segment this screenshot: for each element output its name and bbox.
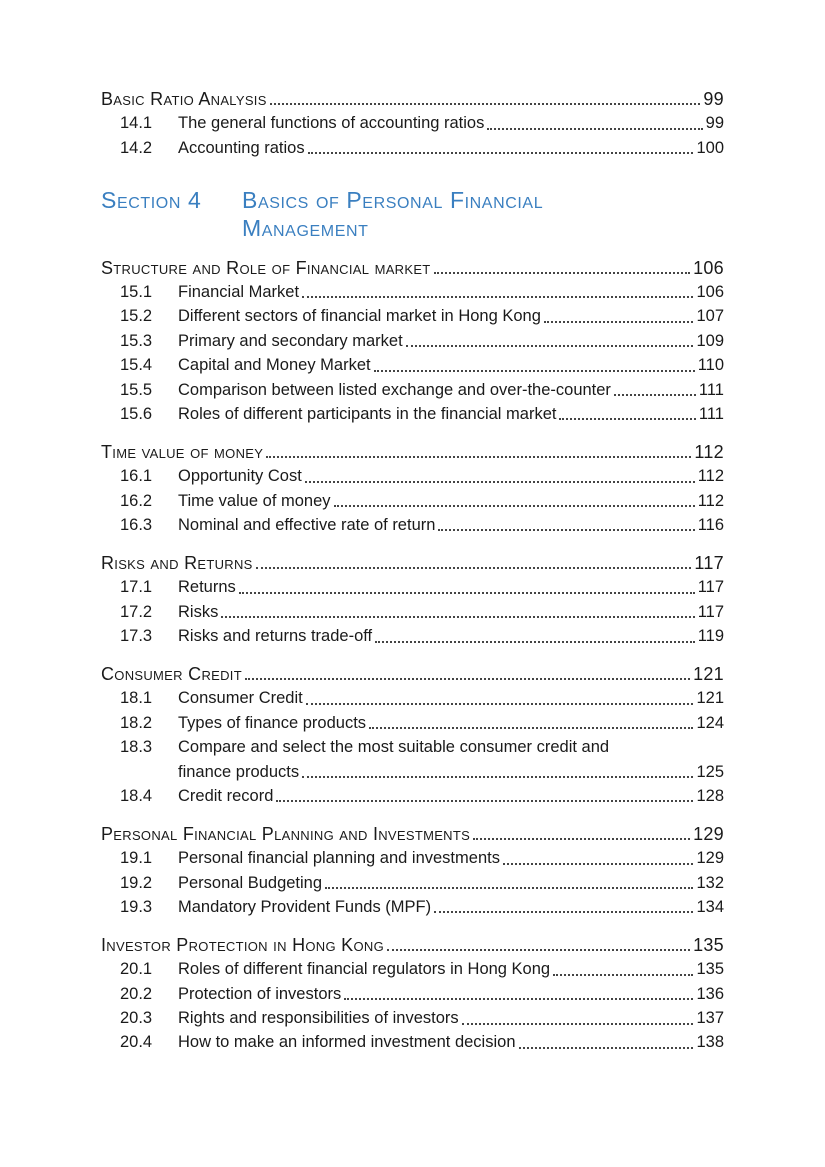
item-title[interactable]: Personal financial planning and investments (178, 849, 500, 868)
dot-leader (614, 394, 696, 396)
dot-leader (387, 949, 690, 951)
page-number: 121 (696, 689, 724, 708)
dot-leader (374, 370, 695, 372)
toc-item[interactable] (101, 895, 724, 919)
page-number: 106 (693, 257, 724, 278)
chapter-title[interactable]: Personal Financial Planning and Investments (101, 823, 471, 844)
toc-item[interactable] (101, 378, 724, 402)
dot-leader (305, 481, 695, 483)
item-number: 16.3 (120, 516, 153, 535)
page-number: 132 (696, 873, 724, 892)
item-title[interactable]: Capital and Money Market (178, 356, 371, 375)
toc-item[interactable] (101, 304, 724, 328)
page-number: 116 (697, 516, 724, 535)
item-title[interactable]: Returns (178, 578, 236, 597)
dot-leader (276, 800, 693, 802)
section-number: Section 4 (101, 187, 202, 214)
dot-leader (553, 974, 693, 976)
dot-leader (375, 641, 695, 643)
page-number: 125 (696, 762, 724, 781)
toc-item[interactable] (101, 957, 724, 981)
section-title: Basics of Personal Financial (242, 187, 544, 214)
toc-item[interactable] (101, 686, 724, 710)
dot-leader (406, 345, 694, 347)
dot-leader (544, 321, 694, 323)
dot-leader (503, 863, 694, 865)
item-title[interactable]: Nominal and effective rate of return (178, 516, 436, 535)
toc-item[interactable] (101, 353, 724, 377)
toc-item[interactable] (101, 711, 724, 735)
toc-item[interactable] (101, 1031, 724, 1055)
dot-leader (344, 998, 693, 1000)
dot-leader (473, 838, 690, 840)
item-number: 15.6 (120, 405, 153, 423)
page-number: 99 (705, 114, 724, 133)
item-title[interactable]: Comparison between listed exchange and over-the-counter (178, 380, 611, 399)
item-number: 15.3 (120, 331, 153, 350)
dot-leader (462, 1023, 694, 1025)
item-title[interactable]: Compare and select the most suitable consumer credit and (178, 738, 610, 757)
dot-leader (438, 529, 694, 531)
toc-item[interactable] (101, 871, 724, 895)
toc-item[interactable] (101, 280, 724, 304)
item-title[interactable]: The general functions of accounting ratios (178, 114, 485, 133)
page-number: 137 (696, 1009, 724, 1028)
dot-leader (308, 152, 694, 154)
dot-leader (519, 1047, 694, 1049)
page-number: 135 (693, 934, 724, 955)
dot-leader (325, 887, 693, 889)
section-title-block (242, 186, 543, 242)
item-number: 15.4 (120, 356, 153, 375)
toc-item[interactable] (101, 136, 724, 160)
toc-item[interactable] (101, 1006, 724, 1030)
item-title[interactable]: Mandatory Provident Funds (MPF) (178, 898, 432, 917)
toc-item[interactable] (101, 624, 724, 648)
toc-item[interactable] (101, 784, 724, 808)
page-number: 99 (703, 88, 724, 109)
dot-leader (266, 456, 691, 458)
item-title[interactable]: Different sectors of financial market in Hong Kong (178, 307, 541, 326)
page-number: 134 (696, 898, 724, 917)
dot-leader (239, 592, 695, 594)
page-number: 112 (697, 491, 724, 510)
toc-item[interactable] (101, 329, 724, 353)
item-title[interactable]: Personal Budgeting (178, 873, 323, 892)
toc-item[interactable] (101, 513, 724, 537)
dot-leader (334, 505, 695, 507)
item-number: 15.5 (120, 380, 153, 399)
dot-leader (256, 567, 692, 569)
page-number: 117 (694, 552, 724, 573)
page-number: 112 (694, 441, 724, 462)
toc-item[interactable] (101, 111, 724, 135)
item-title[interactable]: Protection of investors (178, 984, 342, 1003)
toc-item[interactable] (101, 982, 724, 1006)
item-number: 17.2 (120, 602, 153, 621)
toc-item[interactable] (101, 402, 724, 426)
chapter-entry[interactable] (101, 87, 724, 111)
chapter-entry[interactable] (101, 440, 724, 464)
item-title[interactable]: Types of finance products (178, 713, 367, 732)
item-title[interactable]: Opportunity Cost (178, 467, 302, 486)
item-number: 18.2 (120, 713, 153, 732)
item-number: 19.2 (120, 873, 153, 892)
dot-leader (270, 103, 701, 105)
dot-leader (434, 272, 691, 274)
chapter-title[interactable]: Structure and Role of Financial market (101, 257, 431, 278)
dot-leader (369, 727, 693, 729)
toc-item[interactable] (101, 735, 724, 759)
page-number: 121 (693, 664, 724, 685)
item-title[interactable]: How to make an informed investment decision (178, 1033, 516, 1052)
page-number: 100 (696, 138, 724, 157)
item-number: 15.1 (120, 283, 153, 302)
page-number: 111 (698, 380, 724, 399)
item-title[interactable]: Consumer Credit (178, 689, 303, 708)
page-number: 124 (696, 713, 724, 732)
item-title[interactable]: Time value of money (178, 491, 331, 510)
page-number: 128 (696, 786, 724, 805)
toc-item[interactable] (101, 575, 724, 599)
page-number: 136 (696, 984, 724, 1003)
item-number: 14.2 (120, 138, 153, 157)
page-number: 117 (697, 578, 724, 597)
item-number: 20.1 (120, 960, 153, 979)
item-number: 20.3 (120, 1009, 153, 1028)
page-number: 138 (696, 1033, 724, 1052)
page-number: 117 (697, 602, 724, 621)
item-number: 18.4 (120, 786, 153, 805)
dot-leader (487, 128, 702, 130)
page-number: 109 (696, 331, 724, 350)
section-heading (101, 186, 724, 242)
item-title-line2[interactable]: finance products (178, 762, 300, 781)
item-title[interactable]: Accounting ratios (178, 138, 305, 157)
page-number: 119 (697, 627, 724, 646)
item-title[interactable]: Risks (178, 602, 219, 621)
item-number: 17.1 (120, 578, 153, 597)
item-title[interactable]: Roles of different participants in the financial market (178, 405, 557, 423)
item-number: 18.1 (120, 689, 153, 708)
item-title[interactable]: Roles of different financial regulators in Hong Kong (178, 960, 551, 979)
item-title[interactable]: Risks and returns trade-off (178, 627, 373, 646)
chapter-title[interactable]: Risks and Returns (101, 552, 253, 573)
table-of-contents (101, 87, 724, 1055)
dot-leader (221, 616, 694, 618)
toc-item-continuation[interactable] (101, 760, 724, 784)
item-title[interactable]: Rights and responsibilities of investors (178, 1009, 459, 1028)
chapter-title[interactable]: Consumer Credit (101, 664, 242, 685)
toc-item[interactable] (101, 464, 724, 488)
page-number: 107 (696, 307, 724, 326)
page-number: 129 (693, 823, 724, 844)
chapter-entry[interactable] (101, 933, 724, 957)
item-number: 15.2 (120, 307, 153, 326)
item-number: 19.1 (120, 849, 153, 868)
page-number: 135 (696, 960, 724, 979)
chapter-entry[interactable] (101, 662, 724, 686)
toc-item[interactable] (101, 846, 724, 870)
dot-leader (306, 703, 694, 705)
item-number: 20.4 (120, 1033, 153, 1052)
chapter-entry[interactable] (101, 551, 724, 575)
chapter-title[interactable]: Time value of money (101, 441, 264, 462)
page-number: 112 (697, 467, 724, 486)
dot-leader (559, 418, 695, 420)
item-number: 20.2 (120, 984, 153, 1003)
item-number: 19.3 (120, 898, 153, 917)
page-number: 106 (696, 283, 724, 302)
chapter-title[interactable]: Basic Ratio Analysis (101, 88, 267, 109)
dot-leader (302, 776, 693, 778)
item-number: 16.2 (120, 491, 153, 510)
chapter-entry[interactable] (101, 822, 724, 846)
item-number: 14.1 (120, 114, 153, 133)
chapter-entry[interactable] (101, 256, 724, 280)
toc-item[interactable] (101, 489, 724, 513)
item-number: 17.3 (120, 627, 153, 646)
item-title[interactable]: Credit record (178, 786, 274, 805)
page-number: 110 (697, 356, 724, 375)
page-number: 111 (698, 405, 724, 423)
page-number: 129 (696, 849, 724, 868)
dot-leader (302, 296, 693, 298)
item-title[interactable]: Primary and secondary market (178, 331, 403, 350)
toc-item[interactable] (101, 600, 724, 624)
item-title[interactable]: Financial Market (178, 283, 300, 302)
item-number: 16.1 (120, 467, 153, 486)
chapter-title[interactable]: Investor Protection in Hong Kong (101, 934, 384, 955)
dot-leader (245, 678, 690, 680)
item-number: 18.3 (120, 738, 153, 757)
section-title-line2: Management (242, 215, 369, 242)
dot-leader (434, 911, 693, 913)
